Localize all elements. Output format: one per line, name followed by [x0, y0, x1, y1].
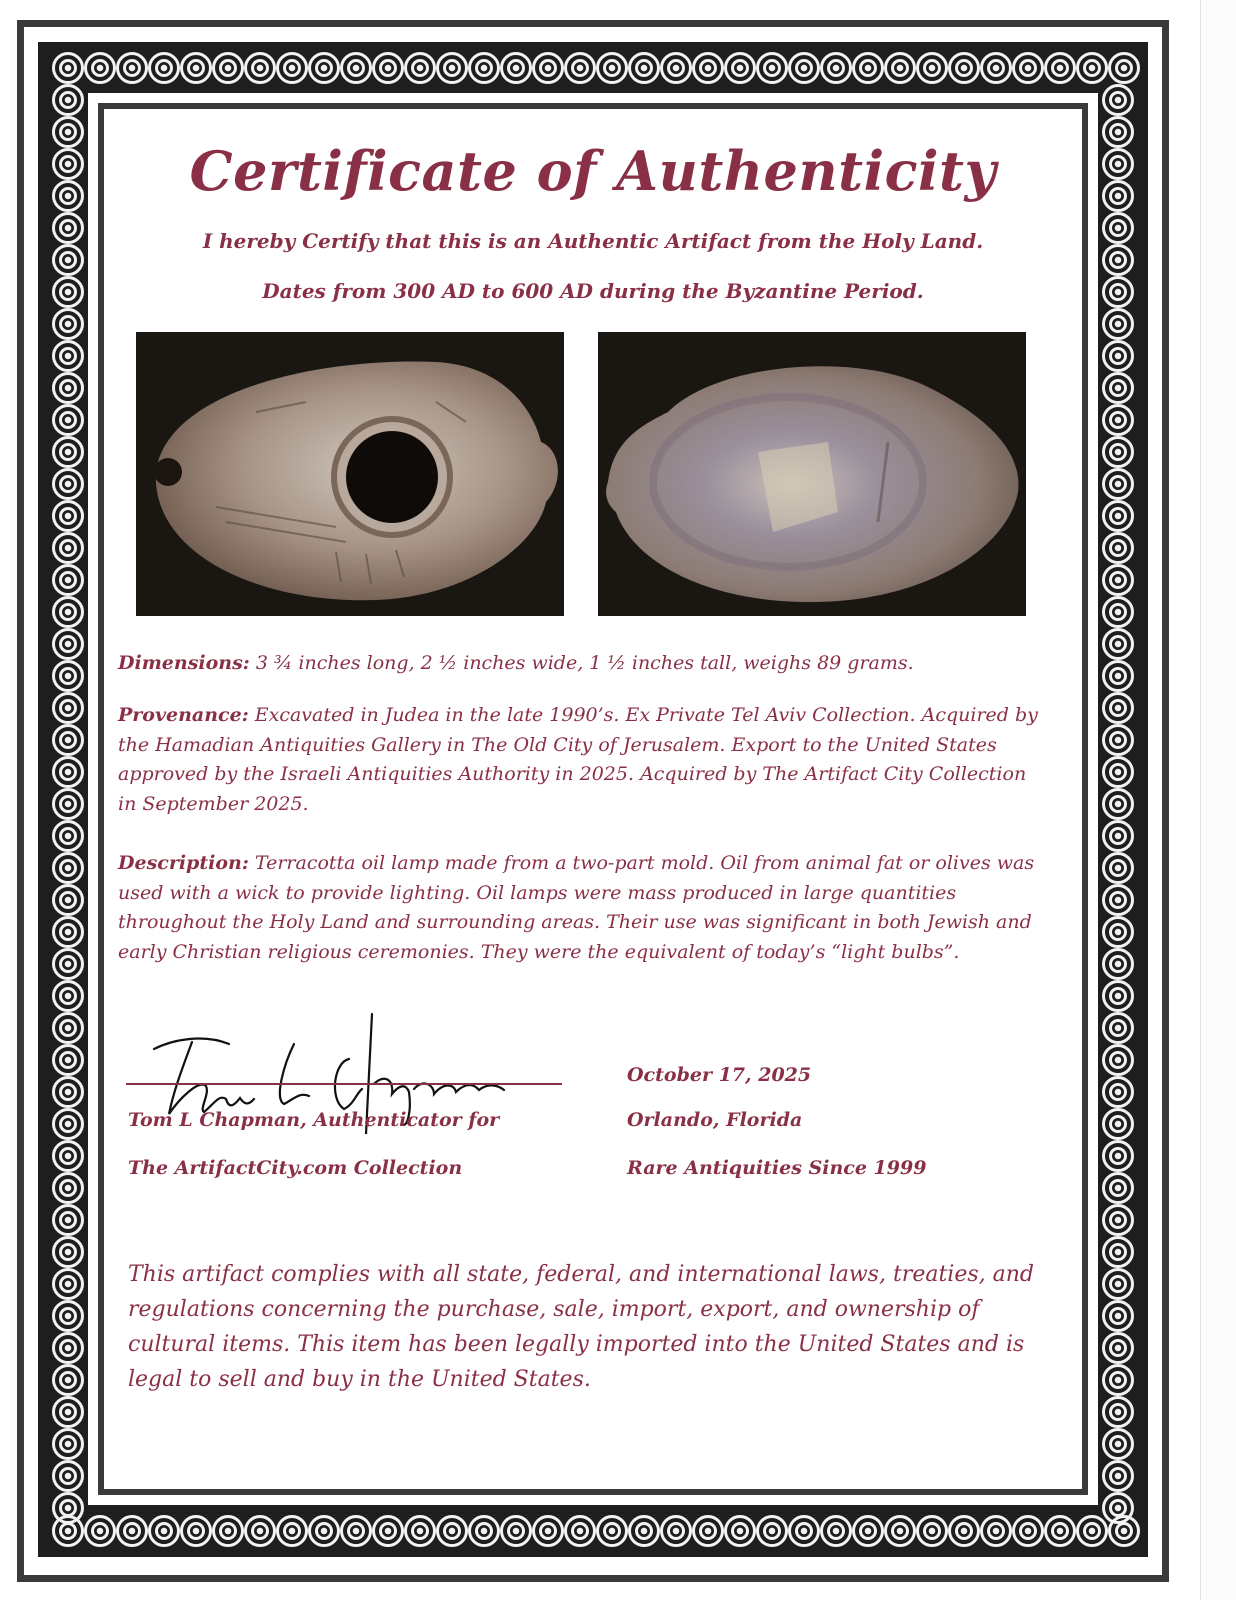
ring-ornament-icon	[1102, 1332, 1134, 1364]
ring-ornament-icon	[1102, 340, 1134, 372]
ring-ornament-icon	[1102, 884, 1134, 916]
certificate-title: Certificate of Authenticity	[189, 139, 997, 203]
ring-ornament-icon	[948, 52, 980, 84]
ring-ornament-icon	[1102, 1236, 1134, 1268]
ring-ornament-icon	[436, 1515, 468, 1547]
ring-ornament-icon	[52, 756, 84, 788]
ring-ornament-icon	[52, 340, 84, 372]
ring-ornament-icon	[1102, 244, 1134, 276]
ring-ornament-icon	[1102, 1140, 1134, 1172]
ring-ornament-icon	[52, 788, 84, 820]
ring-ornament-icon	[1102, 692, 1134, 724]
ring-ornament-icon	[180, 52, 212, 84]
ring-ornament-icon	[52, 1076, 84, 1108]
provenance-label: Provenance:	[118, 704, 249, 726]
ring-ornament-icon	[1102, 756, 1134, 788]
ring-ornament-icon	[884, 52, 916, 84]
ring-ornament-icon	[1102, 980, 1134, 1012]
ring-ornament-icon	[84, 1515, 116, 1547]
ring-ornament-icon	[52, 660, 84, 692]
ring-ornament-icon	[244, 52, 276, 84]
certificate-date: October 17, 2025	[627, 1064, 812, 1086]
ring-ornament-icon	[52, 244, 84, 276]
ring-ornament-icon	[1102, 84, 1134, 116]
ring-ornament-icon	[52, 436, 84, 468]
ring-ornament-icon	[1076, 52, 1108, 84]
lamp-bottom-image	[598, 332, 1026, 616]
ring-ornament-icon	[884, 1515, 916, 1547]
ring-ornament-icon	[52, 1204, 84, 1236]
ring-ornament-icon	[52, 372, 84, 404]
ring-ornament-icon	[1102, 468, 1134, 500]
ring-ornament-icon	[1102, 1492, 1134, 1524]
ring-ornament-icon	[52, 1428, 84, 1460]
ring-ornament-icon	[52, 532, 84, 564]
description-section	[118, 849, 1048, 967]
ring-ornament-icon	[84, 52, 116, 84]
ring-ornament-icon	[1102, 308, 1134, 340]
ring-ornament-icon	[52, 1268, 84, 1300]
ring-ornament-icon	[1102, 1172, 1134, 1204]
ring-ornament-icon	[436, 52, 468, 84]
ring-ornament-icon	[1102, 404, 1134, 436]
ring-ornament-icon	[52, 1332, 84, 1364]
ring-ornament-icon	[564, 1515, 596, 1547]
ring-ornament-icon	[52, 820, 84, 852]
ring-ornament-icon	[52, 1492, 84, 1524]
ring-ornament-icon	[52, 468, 84, 500]
ring-ornament-icon	[788, 52, 820, 84]
ring-ornament-icon	[1102, 1428, 1134, 1460]
legal-compliance-notice: This artifact complies with all state, federal, and international laws, treaties, and regulations concerning the purchase, sale, import, export, and ownership of cultural items. This item has been legally imported into the United States and is legal to sell and buy in the United States.	[128, 1262, 1034, 1392]
ring-ornament-icon	[52, 404, 84, 436]
ring-ornament-icon	[52, 1460, 84, 1492]
ring-ornament-icon	[468, 1515, 500, 1547]
ring-column-right	[1102, 84, 1134, 1524]
ring-ornament-icon	[52, 1012, 84, 1044]
ring-ornament-icon	[52, 1300, 84, 1332]
ring-column-left	[52, 84, 84, 1524]
ring-ornament-icon	[148, 52, 180, 84]
ring-ornament-icon	[52, 308, 84, 340]
ring-ornament-icon	[532, 52, 564, 84]
ring-ornament-icon	[660, 1515, 692, 1547]
ring-ornament-icon	[1102, 788, 1134, 820]
ring-ornament-icon	[52, 148, 84, 180]
ring-ornament-icon	[276, 1515, 308, 1547]
ring-ornament-icon	[724, 52, 756, 84]
ring-ornament-icon	[52, 564, 84, 596]
ring-ornament-icon	[116, 1515, 148, 1547]
ring-ornament-icon	[1102, 1044, 1134, 1076]
ring-ornament-icon	[596, 1515, 628, 1547]
lamp-bottom-photo	[598, 332, 1026, 616]
ring-ornament-icon	[116, 52, 148, 84]
ring-ornament-icon	[1102, 116, 1134, 148]
ring-ornament-icon	[52, 1044, 84, 1076]
ring-ornament-icon	[1102, 372, 1134, 404]
ring-ornament-icon	[52, 980, 84, 1012]
ring-ornament-icon	[1102, 500, 1134, 532]
ring-ornament-icon	[1102, 148, 1134, 180]
ring-ornament-icon	[308, 52, 340, 84]
ring-ornament-icon	[1102, 1204, 1134, 1236]
ring-ornament-icon	[1102, 532, 1134, 564]
provenance-text: Excavated in Judea in the late 1990’s. Ex Private Tel Aviv Collection. Acquired by the Hamadian Antiquities Gallery in The Old City of Jerusalem. Export to the United States approved by the Israeli Antiquities Authority in 2025. Acquired by The Artifact City Collection in September 2025.	[118, 704, 1038, 815]
ring-ornament-icon	[692, 52, 724, 84]
ring-ornament-icon	[628, 1515, 660, 1547]
lamp-top-photo	[136, 332, 564, 616]
ring-ornament-icon	[1102, 1396, 1134, 1428]
ring-ornament-icon	[52, 1140, 84, 1172]
ring-ornament-icon	[52, 1236, 84, 1268]
ring-ornament-icon	[52, 212, 84, 244]
ring-ornament-icon	[628, 52, 660, 84]
ring-ornament-icon	[1102, 1460, 1134, 1492]
ring-ornament-icon	[52, 692, 84, 724]
ring-ornament-icon	[596, 52, 628, 84]
ring-ornament-icon	[916, 1515, 948, 1547]
ring-ornament-icon	[52, 628, 84, 660]
ring-ornament-icon	[1102, 1012, 1134, 1044]
ring-ornament-icon	[564, 52, 596, 84]
ring-ornament-icon	[1102, 1300, 1134, 1332]
ring-ornament-icon	[1102, 724, 1134, 756]
ring-ornament-icon	[52, 724, 84, 756]
ring-ornament-icon	[1102, 596, 1134, 628]
ring-ornament-icon	[1102, 948, 1134, 980]
ring-ornament-icon	[1102, 180, 1134, 212]
ring-ornament-icon	[916, 52, 948, 84]
ring-ornament-icon	[52, 596, 84, 628]
ring-row-top	[52, 52, 1140, 84]
ring-ornament-icon	[788, 1515, 820, 1547]
ring-ornament-icon	[532, 1515, 564, 1547]
ring-ornament-icon	[404, 1515, 436, 1547]
ring-ornament-icon	[1102, 212, 1134, 244]
dimensions-text: 3 ¾ inches long, 2 ½ inches wide, 1 ½ inches tall, weighs 89 grams.	[249, 652, 914, 674]
ring-ornament-icon	[820, 52, 852, 84]
ring-ornament-icon	[340, 1515, 372, 1547]
ring-ornament-icon	[1102, 660, 1134, 692]
ring-ornament-icon	[52, 116, 84, 148]
ring-ornament-icon	[1102, 852, 1134, 884]
ring-ornament-icon	[1012, 1515, 1044, 1547]
ring-ornament-icon	[52, 884, 84, 916]
provenance-section	[118, 701, 1048, 819]
ring-ornament-icon	[468, 52, 500, 84]
ring-ornament-icon	[1102, 436, 1134, 468]
ring-ornament-icon	[276, 52, 308, 84]
ring-ornament-icon	[500, 52, 532, 84]
ring-ornament-icon	[1012, 52, 1044, 84]
ring-ornament-icon	[660, 52, 692, 84]
ring-ornament-icon	[1102, 1076, 1134, 1108]
description-text: Terracotta oil lamp made from a two-part mold. Oil from animal fat or olives was used with a wick to provide lighting. Oil lamps were mass produced in large quantities throughout the Holy Land and surrounding areas. Their use was significant in both Jewish and early Christian religious ceremonies. They were the equivalent of today’s “light bulbs”.	[118, 852, 1035, 963]
signature-line	[126, 1083, 562, 1085]
lamp-top-image	[136, 332, 564, 616]
ring-ornament-icon	[500, 1515, 532, 1547]
ring-ornament-icon	[52, 1396, 84, 1428]
company-tagline: Rare Antiquities Since 1999	[627, 1157, 927, 1179]
ring-ornament-icon	[244, 1515, 276, 1547]
ring-ornament-icon	[148, 1515, 180, 1547]
ring-ornament-icon	[52, 500, 84, 532]
ring-ornament-icon	[52, 948, 84, 980]
dimensions-label: Dimensions:	[118, 652, 250, 674]
ring-ornament-icon	[980, 1515, 1012, 1547]
ring-ornament-icon	[52, 276, 84, 308]
description-label: Description:	[118, 852, 249, 874]
ring-ornament-icon	[340, 52, 372, 84]
ring-ornament-icon	[52, 1108, 84, 1140]
ring-ornament-icon	[1044, 52, 1076, 84]
ring-ornament-icon	[52, 52, 84, 84]
ring-ornament-icon	[724, 1515, 756, 1547]
ring-ornament-icon	[372, 1515, 404, 1547]
certificate-location: Orlando, Florida	[627, 1109, 803, 1131]
ring-ornament-icon	[1102, 1364, 1134, 1396]
ring-ornament-icon	[1102, 564, 1134, 596]
ring-ornament-icon	[1102, 820, 1134, 852]
ring-ornament-icon	[212, 52, 244, 84]
authenticator-organization: The ArtifactCity.com Collection	[128, 1157, 463, 1179]
ring-ornament-icon	[404, 52, 436, 84]
ring-ornament-icon	[52, 916, 84, 948]
ring-ornament-icon	[308, 1515, 340, 1547]
ring-ornament-icon	[948, 1515, 980, 1547]
ring-ornament-icon	[52, 1172, 84, 1204]
ring-ornament-icon	[1102, 1268, 1134, 1300]
ring-ornament-icon	[756, 52, 788, 84]
ring-ornament-icon	[212, 1515, 244, 1547]
ring-ornament-icon	[52, 180, 84, 212]
ring-ornament-icon	[1108, 52, 1140, 84]
date-range-statement: Dates from 300 AD to 600 AD during the Byzantine Period.	[262, 279, 924, 303]
authenticator-name: Tom L Chapman, Authenticator for	[128, 1109, 500, 1131]
ring-ornament-icon	[52, 1364, 84, 1396]
ring-ornament-icon	[52, 84, 84, 116]
certificate-body	[104, 109, 1082, 1489]
ring-ornament-icon	[1102, 628, 1134, 660]
ring-ornament-icon	[820, 1515, 852, 1547]
certify-statement: I hereby Certify that this is an Authentic Artifact from the Holy Land.	[202, 229, 984, 253]
ring-ornament-icon	[1102, 1108, 1134, 1140]
ring-ornament-icon	[52, 852, 84, 884]
ring-ornament-icon	[756, 1515, 788, 1547]
ring-ornament-icon	[852, 52, 884, 84]
ring-ornament-icon	[1102, 276, 1134, 308]
ring-ornament-icon	[852, 1515, 884, 1547]
ring-ornament-icon	[1102, 916, 1134, 948]
ring-ornament-icon	[1044, 1515, 1076, 1547]
ring-ornament-icon	[180, 1515, 212, 1547]
dimensions-section	[118, 649, 1048, 679]
ring-ornament-icon	[372, 52, 404, 84]
ring-row-bottom	[52, 1515, 1140, 1547]
ring-ornament-icon	[692, 1515, 724, 1547]
ring-ornament-icon	[980, 52, 1012, 84]
